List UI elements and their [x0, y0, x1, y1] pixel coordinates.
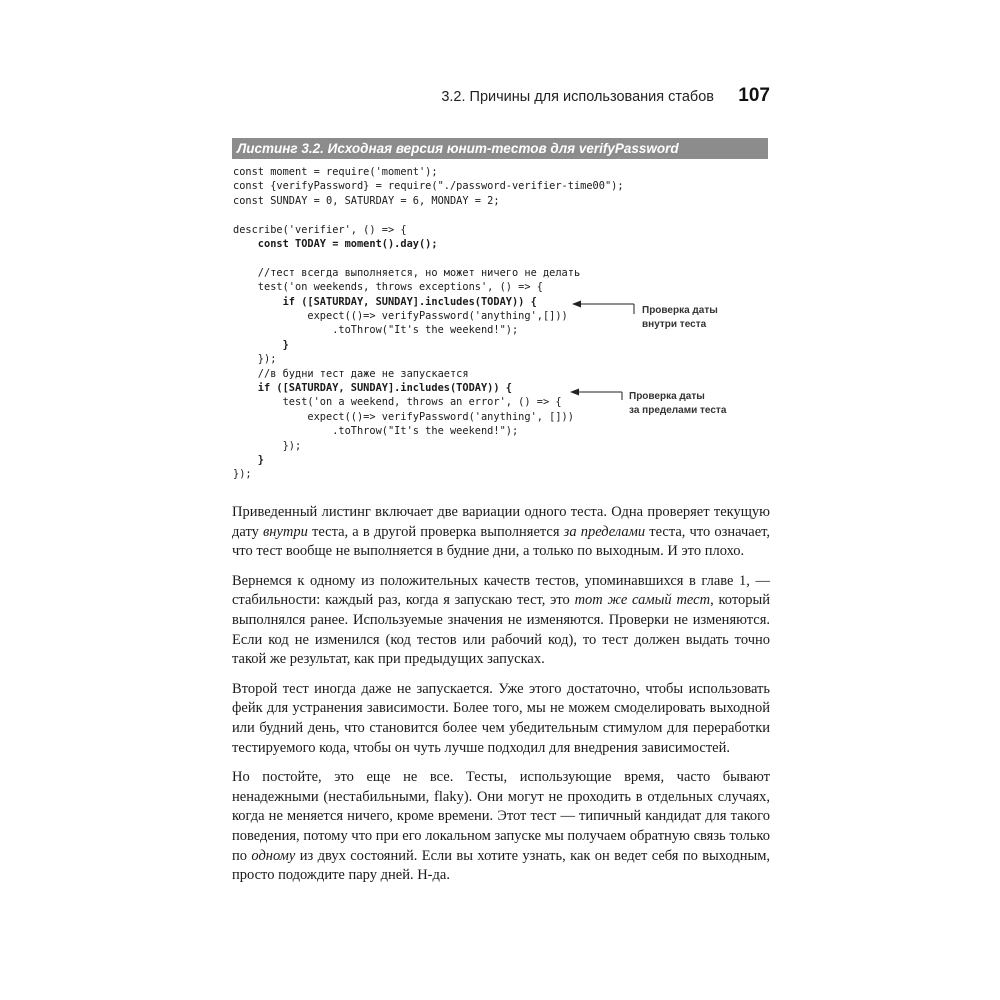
paragraph — [232, 768, 770, 886]
code-line: const {verifyPassword} = require("./password-verifier-time00"); — [233, 180, 624, 193]
paragraph — [232, 572, 770, 670]
code-line: }); — [233, 439, 302, 452]
paragraph-text: , который выполнялся ранее. Используемые значения не изменяются. Проверки не изменяются. Если код не изменился (код тестов или рабочий код), то тест должен выдать точно такой же результат, как при предыдущих запусках. — [232, 592, 770, 668]
code-line: describe('verifier', () => { — [233, 223, 407, 236]
code-line: } — [233, 338, 289, 351]
paragraph-text: Вернемся к одному из положительных качеств тестов, упоминавшихся в главе 1, — стабильности: каждый раз, когда я запускаю тест, это — [232, 572, 770, 609]
callout-line: Проверка даты — [629, 391, 705, 402]
emphasis-text: тот же самый тест — [574, 592, 711, 609]
code-line: if ([SATURDAY, SUNDAY].includes(TODAY)) { — [233, 382, 512, 394]
running-head — [440, 86, 770, 110]
page-number: 107 — [738, 85, 770, 106]
emphasis-text: за пределами — [563, 523, 646, 540]
code-line: .toThrow("It's the weekend!"); — [233, 324, 519, 337]
paragraph — [232, 680, 770, 758]
paragraph — [232, 503, 770, 562]
paragraph-text: теста, а в другой проверка выполняется — [307, 523, 564, 540]
paragraph-text: Но постойте, это еще не все. Тесты, использующие время, часто бывают ненадежными (нестабильными, flaky). Они могут не проходить в отдельных случаях, когда не меняется ничего, кроме времени. Этот тест — типичный кандидат для такого поведения, потому что при его локальном запуске мы получаем обратную связь только по — [232, 769, 770, 864]
code-line: const moment = require('moment'); — [233, 166, 438, 178]
callout-line: Проверка даты — [642, 305, 718, 316]
code-line: const SUNDAY = 0, SATURDAY = 6, MONDAY = 2; — [233, 194, 500, 207]
paragraph-text: из двух состояний. Если вы хотите узнать, как он ведет себя по выходным, просто подождите пару дней. Н-да. — [232, 847, 771, 884]
callout-line: за пределами теста — [629, 405, 727, 416]
callout-inside-test — [642, 304, 718, 332]
code-line: }); — [233, 353, 277, 366]
code-line: //в будни тест даже не запускается — [233, 367, 469, 380]
code-line: }); — [233, 468, 252, 481]
code-line: test('on weekends, throws exceptions', () => { — [233, 281, 543, 294]
code-line: expect(()=> verifyPassword('anything', [])) — [233, 410, 574, 423]
paragraph-text: Второй тест иногда даже не запускается. Уже этого достаточно, чтобы использовать фейк для устранения зависимости. Более того, мы не можем смоделировать выходной или будний день, что становится более чем убедительным стимулом для переработки тестируемого кода, чтобы он чуть лучше подходил для внедрения зависимостей. — [232, 680, 770, 756]
callout-line: внутри теста — [642, 319, 707, 330]
listing-caption: Листинг 3.2. Исходная версия юнит-тестов для verifyPassword — [232, 138, 768, 159]
emphasis-text: одному — [251, 847, 296, 864]
code-line: const TODAY = moment().day(); — [233, 238, 438, 250]
paragraph-text: теста, что означает, что тест вообще не выполняется в будние дни, а только по выходным. И это плохо. — [232, 523, 770, 560]
code-line: } — [233, 454, 264, 466]
code-line: if ([SATURDAY, SUNDAY].includes(TODAY)) { — [233, 295, 537, 308]
code-line: expect(()=> verifyPassword('anything',[])) — [233, 310, 568, 322]
code-line: //тест всегда выполняется, но может ничего не делать — [233, 266, 581, 279]
body-text — [232, 503, 770, 896]
emphasis-text: внутри — [262, 523, 308, 540]
callout-outside-test — [629, 390, 726, 418]
arrow-icon — [572, 298, 642, 310]
section-title: 3.2. Причины для использования стабов — [441, 89, 714, 105]
paragraph-text: Приведенный листинг включает две вариации одного теста. Одна проверяет текущую дату — [232, 504, 770, 540]
arrow-icon — [570, 386, 630, 398]
code-line: .toThrow("It's the weekend!"); — [233, 425, 519, 438]
code-line: test('on a weekend, throws an error', () => { — [233, 396, 562, 409]
